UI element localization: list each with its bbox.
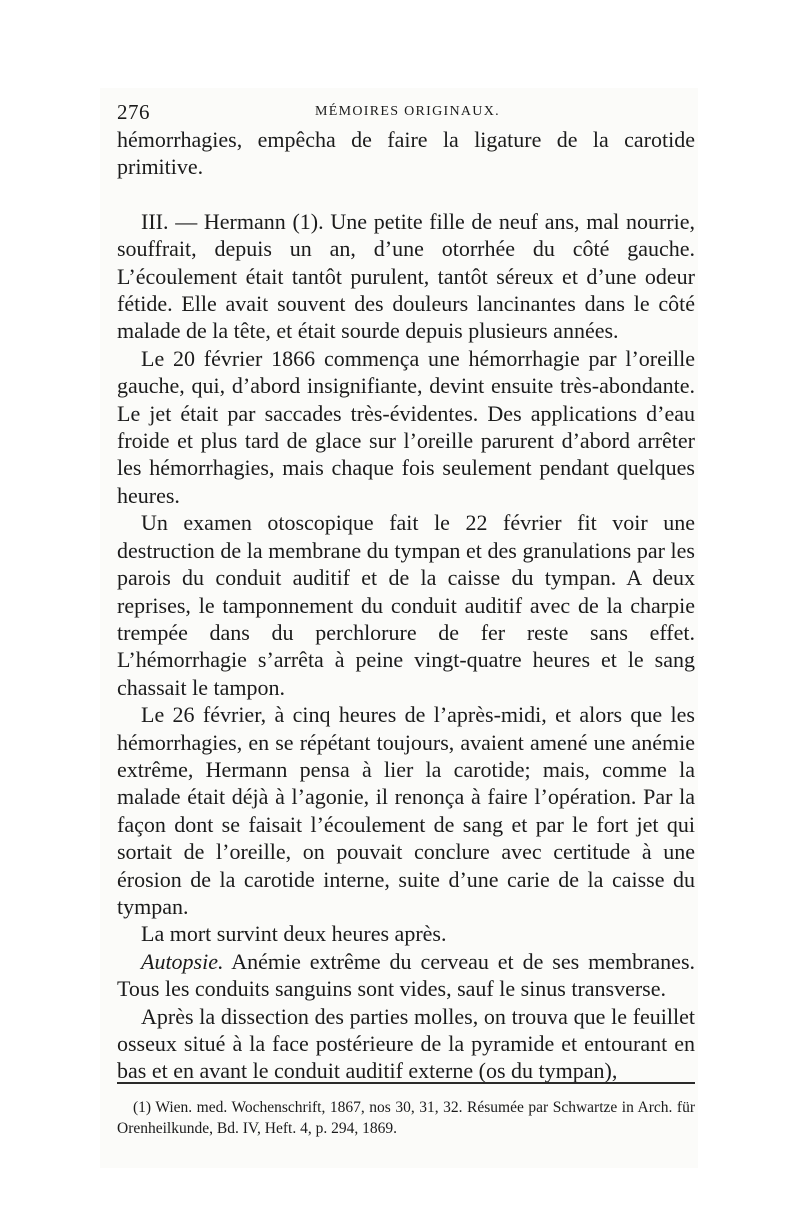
paragraph-autopsy [117, 948, 695, 1003]
paragraph-carotid-decision: Le 26 février, à cinq heures de l’après-midi, et alors que les hémorrhagies, en se répétant toujours, avaient amené une anémie extrême, Hermann pensa à lier la carotide; mais, comme la malade était déjà à l’agonie, il renonça à faire l’opération. Par la façon dont se faisait l’écoulement de sang et par le fort jet qui sortait de l’oreille, on pouvait conclure avec certitude à une érosion de la carotide interne, suite d’une carie de la caisse du tympan. [117, 702, 695, 919]
body-text [117, 126, 695, 1085]
paragraph-continuation: hémorrhagies, empêcha de faire la ligature de la carotide primitive. [117, 127, 695, 180]
footnote-divider [117, 1082, 695, 1084]
paragraph-death: La mort survint deux heures après. [141, 921, 447, 947]
page-header [117, 100, 695, 126]
footnote [117, 1097, 695, 1139]
footnote-text: (1) Wien. med. Wochenschrift, 1867, nos 30, 31, 32. Résumée par Schwartze in Arch. für Orenheilkunde, Bd. IV, Heft. 4, p. 294, 1869. [117, 1099, 695, 1137]
autopsy-text: Anémie extrême du cerveau et de ses membranes. Tous les conduits sanguins sont vides, sauf le sinus transverse. [117, 948, 695, 1002]
running-head: MÉMOIRES ORIGINAUX. [315, 104, 500, 119]
paragraph-hemorrhage-onset: Le 20 février 1866 commença une hémorrhagie par l’oreille gauche, qui, d’abord insignifiante, devint ensuite très-abondante. Le jet était par saccades très-évidentes. Des applications d’eau froide et plus tard de glace sur l’oreille parurent d’abord arrêter les hémorrhagies, mais chaque fois seulement pendant quelques heures. [117, 345, 695, 508]
paragraph-dissection: Après la dissection des parties molles, on trouva que le feuillet osseux situé à la face postérieure de la pyramide et entourant en bas et en avant le conduit auditif externe (os du tympan), [117, 1003, 695, 1084]
paragraph-otoscopic-exam: Un examen otoscopique fait le 22 février fit voir une destruction de la membrane du tympan et des granulations par les parois du conduit auditif et de la caisse du tympan. A deux reprises, le tamponnement du conduit auditif avec de la charpie trempée dans du perchlorure de fer reste sans effet. L’hémorrhagie s’arrêta à peine vingt-quatre heures et le sang chassait le tampon. [117, 510, 695, 700]
paragraph-case-three: III. — Hermann (1). Une petite fille de neuf ans, mal nourrie, souffrait, depuis un an, d’une otorrhée du côté gauche. L’écoulement était tantôt purulent, tantôt séreux et d’une odeur fétide. Elle avait souvent des douleurs lancinantes dans le côté malade de la tête, et était sourde depuis plusieurs années. [117, 208, 695, 344]
page-number: 276 [117, 100, 150, 124]
autopsy-label: Autopsie. [141, 948, 224, 974]
